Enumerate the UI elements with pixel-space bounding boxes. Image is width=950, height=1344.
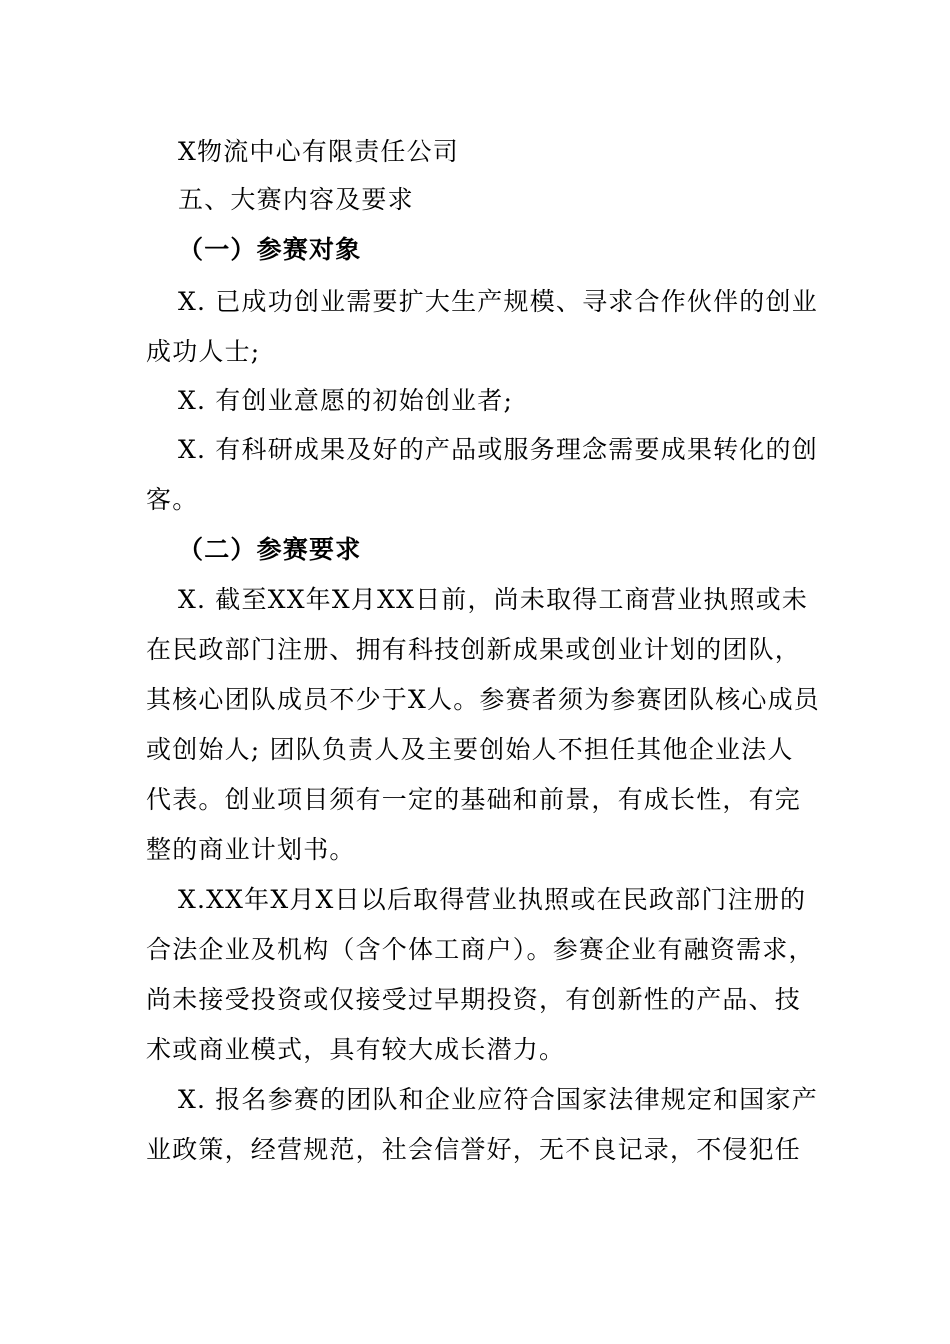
paragraph-line: X. 有创业意愿的初始创业者; [178,386,514,415]
paragraph-line: 或创始人; 团队负责人及主要创始人不担任其他企业法人 [146,735,794,764]
paragraph-line: 业政策，经营规范，社会信誉好，无不良记录，不侵犯任 [146,1135,802,1164]
paragraph-line: X.XX年X月X日以后取得营业执照或在民政部门注册的 [178,885,807,914]
paragraph-line: 术或商业模式，具有较大成长潜力。 [146,1035,566,1064]
paragraph-line: 成功人士; [146,337,261,366]
paragraph-line: X. 截至XX年X月XX日前，尚未取得工商营业执照或未 [178,585,809,614]
paragraph-line: 其核心团队成员不少于X人。参赛者须为参赛团队核心成员 [146,685,821,714]
paragraph-line: 代表。创业项目须有一定的基础和前景，有成长性，有完 [146,785,802,814]
paragraph-line: X. 已成功创业需要扩大生产规模、寻求合作伙伴的创业 [178,287,818,316]
section-heading: 五、大赛内容及要求 [178,185,414,214]
subsection-heading-requirements: （二）参赛要求 [178,535,362,564]
paragraph-line: 在民政部门注册、拥有科技创新成果或创业计划的团队， [146,635,802,664]
company-name-line: X物流中心有限责任公司 [178,137,459,166]
paragraph-line: 整的商业计划书。 [146,835,356,864]
paragraph-line: X. 有科研成果及好的产品或服务理念需要成果转化的创 [178,435,818,464]
paragraph-line: 客。 [146,485,199,514]
paragraph-line: 合法企业及机构（含个体工商户）。参赛企业有融资需求， [146,935,815,964]
subsection-heading-participants: （一）参赛对象 [178,235,362,264]
paragraph-line: 尚未接受投资或仅接受过早期投资，有创新性的产品、技 [146,985,802,1014]
paragraph-line: X. 报名参赛的团队和企业应符合国家法律规定和国家产 [178,1085,818,1114]
